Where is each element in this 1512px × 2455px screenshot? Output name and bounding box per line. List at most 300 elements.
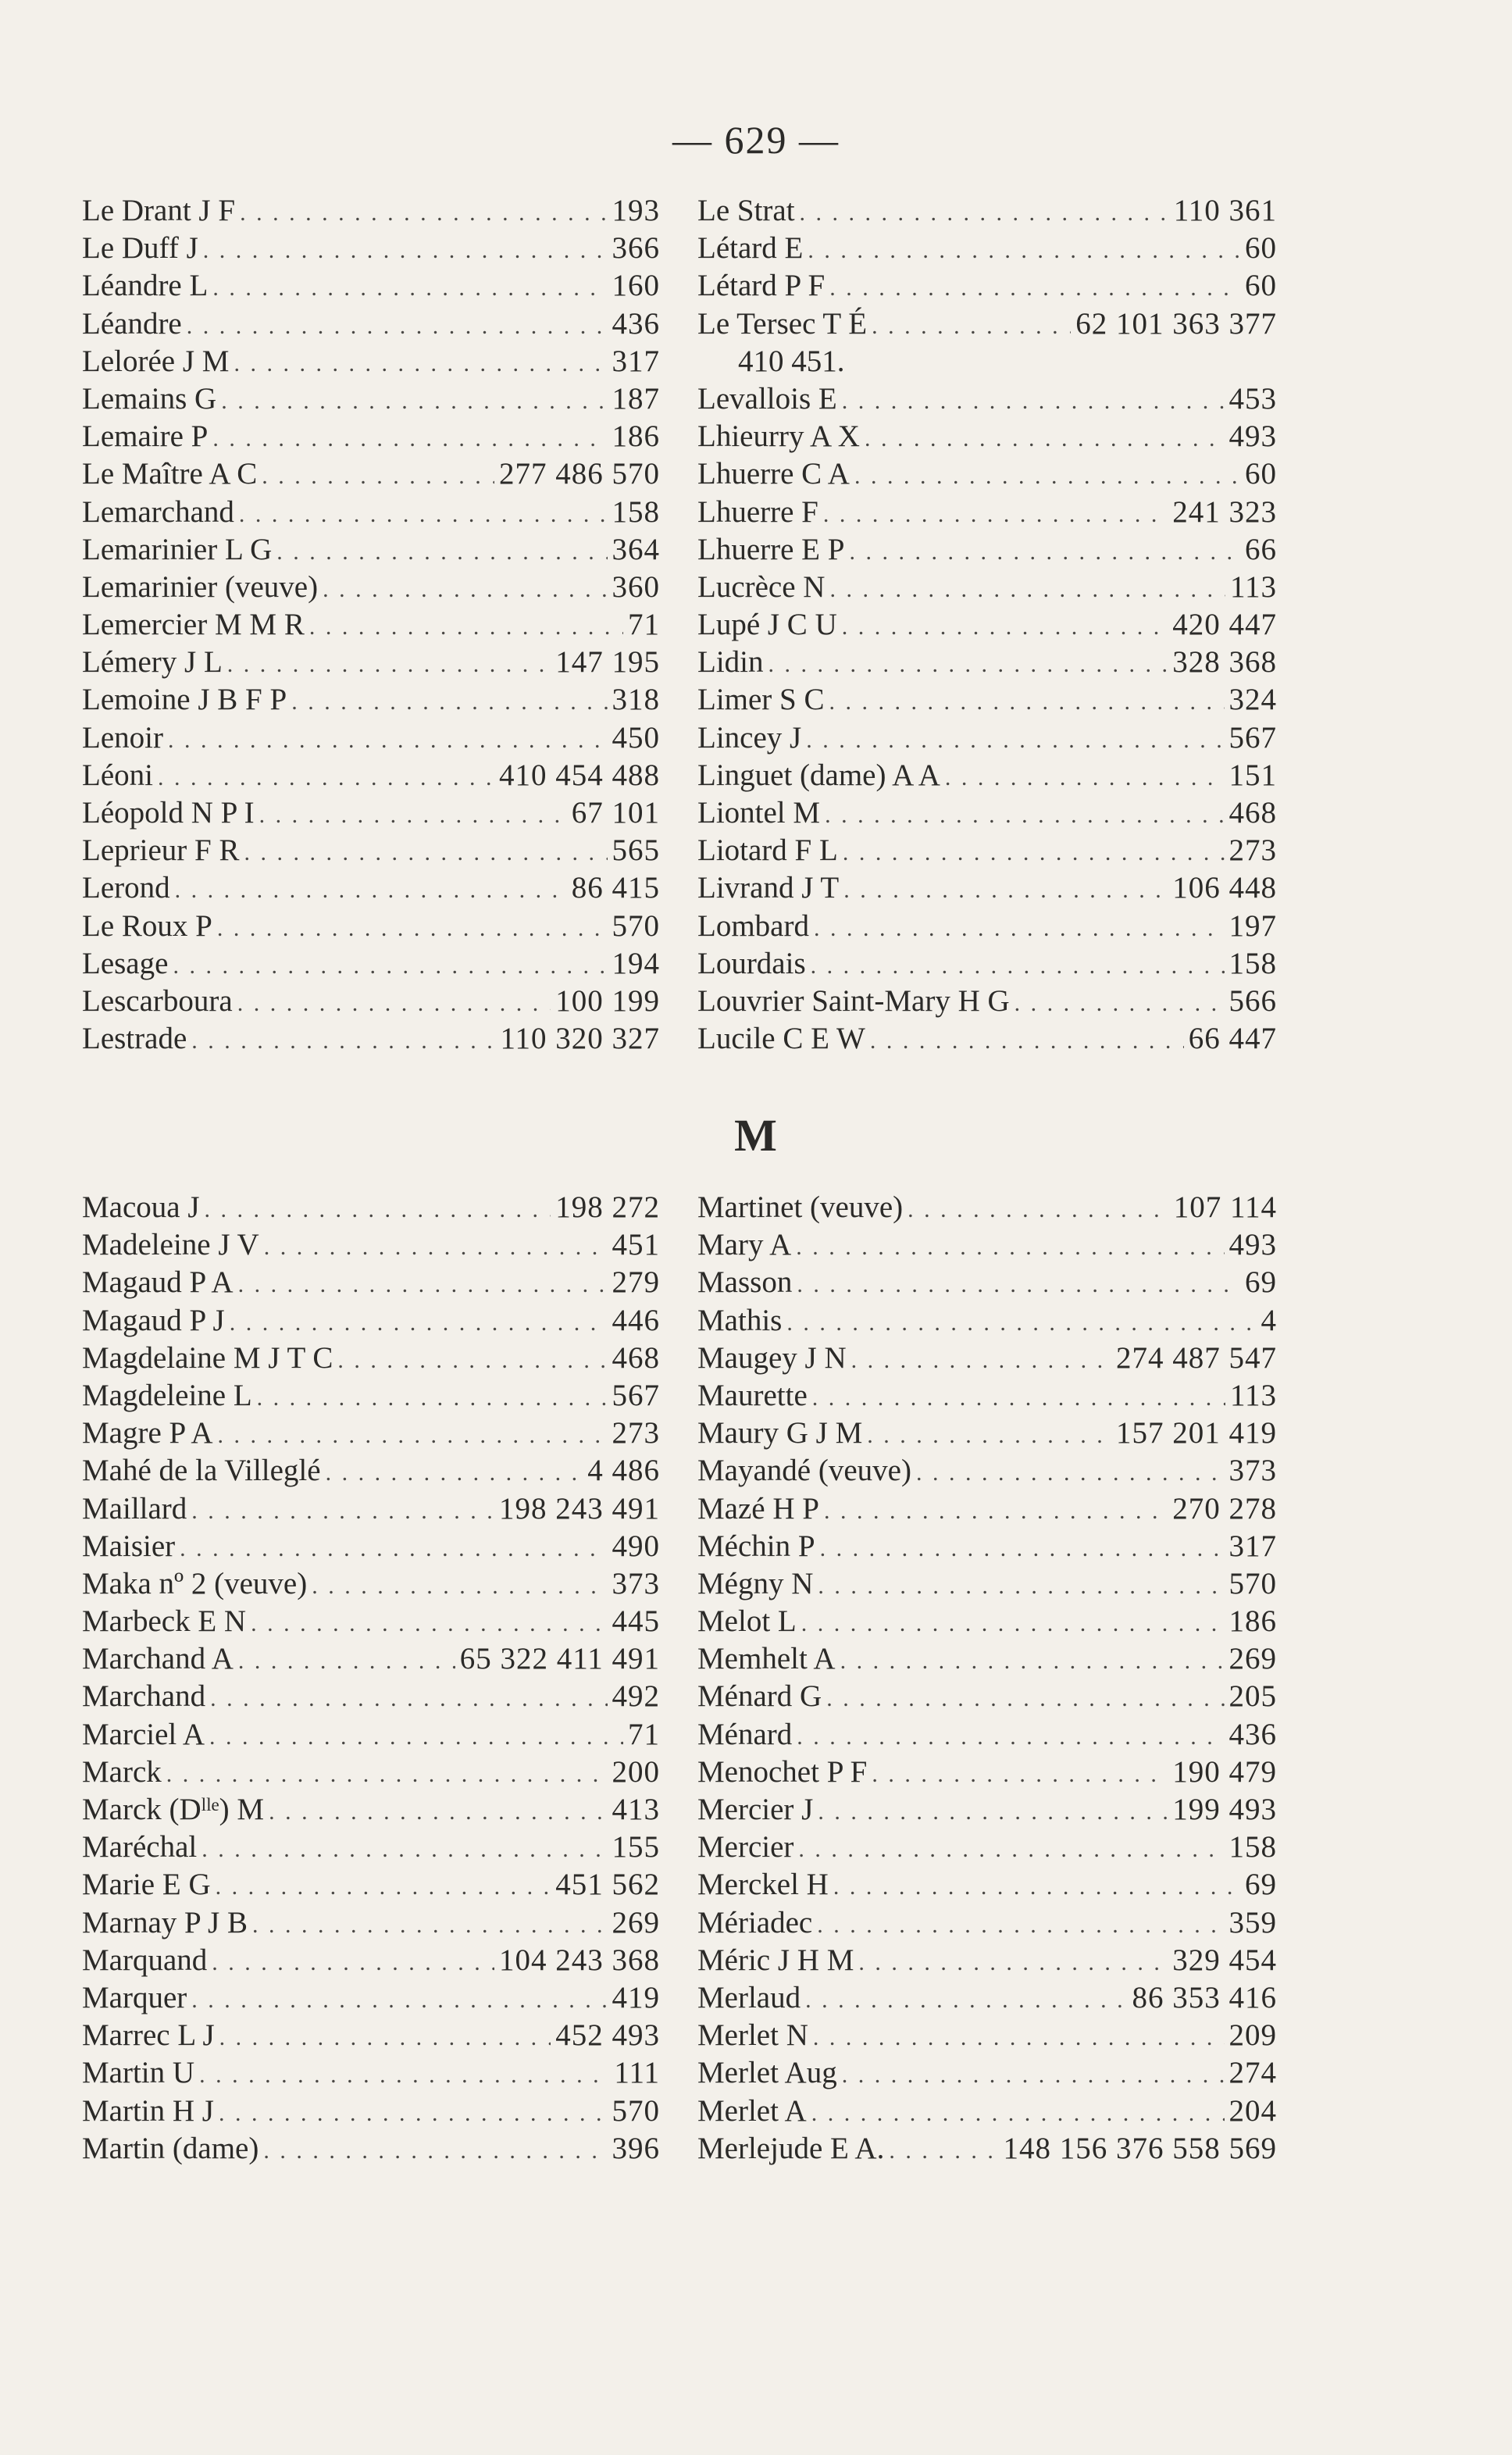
dot-leader [237,985,551,1022]
index-entry [697,1942,1277,1979]
entry-name: Mercier [697,1830,794,1864]
entry-name: Méric J H M [697,1943,854,1977]
entry-page-refs: 446 [612,1303,660,1337]
page-number: — 629 — [672,118,840,162]
index-column-left [82,1189,660,2168]
entry-page-refs: 69 [1245,1265,1277,1300]
dot-leader [818,1568,1224,1605]
index-entry [82,230,660,267]
entry-name: Marquand [82,1943,208,1977]
dot-leader [814,910,1225,947]
dot-leader [210,1680,607,1718]
dot-leader [851,1342,1111,1379]
index-entry [697,1904,1277,1942]
entry-name: Limer S C [697,683,825,717]
dot-leader [218,1417,608,1454]
entry-name: Lincey J [697,720,802,755]
entry-name: Mazé H P [697,1491,819,1525]
entry-name: Merlaud [697,1980,801,2014]
index-entry [697,2130,1277,2168]
index-entry [82,267,660,305]
index-entry [697,1866,1277,1904]
entry-page-refs: 468 [612,1340,660,1375]
index-column-right [697,192,1277,1058]
index-entry [697,908,1277,945]
dot-leader [805,1982,1127,2019]
index-entry [697,455,1277,493]
index-entry [82,869,660,907]
entry-name: Maréchal [82,1830,198,1864]
entry-page-refs: 396 [612,2131,660,2165]
entry-name: Lemoine J B F P [82,683,287,717]
index-entry [697,305,1277,343]
index-entry [697,380,1277,418]
index-entry [697,606,1277,644]
entry-page-refs: 66 447 [1188,1022,1277,1056]
entry-name: Merlet N [697,2018,808,2053]
entry-page-refs: 190 479 [1172,1754,1277,1789]
dot-leader [212,420,607,458]
dot-leader [259,797,567,834]
index-entry [697,1603,1277,1640]
entry-page-refs: 273 [1228,833,1277,868]
dot-leader [166,1756,608,1793]
entry-name: Maury G J M [697,1416,863,1451]
dot-leader [813,2019,1225,2057]
entry-name: Martin (dame) [82,2131,259,2165]
index-entry [82,1942,660,1979]
index-entry [82,494,660,531]
entry-page-refs: 194 [612,946,660,980]
entry-page-refs: 199 493 [1172,1793,1277,1826]
index-entry [697,418,1277,455]
index-entry [82,832,660,869]
dot-leader [798,1831,1224,1868]
entry-page-refs: 451 [612,1228,660,1262]
dot-leader [812,1379,1225,1417]
dot-leader [908,1191,1169,1229]
entry-name: Marck (Dˡˡᵉ) M [82,1793,265,1826]
entry-page-refs: 106 448 [1172,871,1277,905]
section-letter: M [734,1110,778,1161]
dot-leader [842,608,1168,646]
entry-page-refs: 570 [612,2093,660,2128]
entry-name: Martin U [82,2056,195,2090]
entry-page-refs: 86 353 416 [1132,1980,1277,2014]
dot-leader [276,533,607,571]
dot-leader [889,2132,998,2170]
dot-leader [326,1454,583,1492]
entry-page-refs: 198 243 491 [499,1491,660,1525]
entry-name: Le Roux P [82,908,212,943]
entry-page-refs: 62 101 363 377 [1075,306,1277,341]
index-entry [82,1377,660,1415]
entry-page-refs: 197 [1228,908,1277,943]
entry-page-refs: 66 [1245,532,1277,566]
index-entry [82,1226,660,1264]
index-entry [82,1866,660,1904]
dot-leader [175,872,567,909]
entry-name: Masson [697,1265,793,1300]
entry-page-refs: 436 [612,306,660,341]
entry-page-refs: 279 [612,1265,660,1300]
dot-leader [240,194,607,232]
entry-page-refs: 493 [1228,1228,1277,1262]
entry-page-refs: 110 320 327 [500,1022,660,1056]
entry-page-refs: 65 322 411 491 [459,1642,660,1676]
entry-page-refs: 60 [1245,457,1277,491]
index-entry [697,1640,1277,1678]
entry-page-refs: 492 [612,1679,660,1714]
entry-name: Lhieurry A X [697,419,860,454]
entry-page-refs: 565 [612,833,660,868]
entry-page-refs: 4 486 [587,1454,660,1488]
dot-leader [916,1454,1225,1492]
dot-leader [872,308,1071,345]
entry-page-refs: 318 [612,683,660,717]
entry-page-refs: 570 [1228,1566,1277,1600]
index-entry [697,1377,1277,1415]
entry-name: Lestrade [82,1022,187,1056]
index-entry [697,2093,1277,2130]
index-entry [697,1528,1277,1565]
index-entry [697,719,1277,757]
entry-name: Méchin P [697,1529,815,1563]
entry-name: Léoni [82,758,153,792]
dot-leader [191,1493,494,1530]
entry-name: Magaud P A [82,1265,234,1300]
dot-leader [797,1266,1240,1304]
entry-name: Lemaire P [82,419,209,454]
entry-name: Léandre [82,306,182,341]
index-entry [82,1415,660,1452]
dot-leader [768,646,1168,683]
entry-name: Maurette [697,1378,808,1412]
entry-name: Lemarchand [82,494,234,529]
index-entry [697,757,1277,794]
index-entry [82,719,660,757]
entry-page-refs: 274 487 547 [1116,1340,1277,1375]
entry-name: Linguet (dame) A A [697,758,940,792]
entry-name: Magdelaine M J T C [82,1340,333,1375]
dot-leader [843,872,1168,909]
index-entry [82,757,660,794]
entry-page-refs: 147 195 [555,645,660,680]
entry-name: Lémery J L [82,645,223,680]
entry-page-refs: 158 [1228,1830,1277,1864]
entry-name: Léandre L [82,269,209,303]
entry-page-refs: 329 454 [1172,1943,1277,1977]
entry-page-refs: 567 [612,1378,660,1412]
entry-page-refs: 158 [1228,946,1277,980]
index-entry [697,267,1277,305]
entry-name: Le Duff J [82,231,198,266]
index-entry [697,983,1277,1020]
entry-name: Lourdais [697,946,806,980]
entry-page-refs: 453 [1228,381,1277,416]
entry-page-refs: 420 447 [1172,608,1277,642]
entry-page-refs: 241 323 [1172,494,1277,529]
entry-name: Magdeleine L [82,1378,252,1412]
entry-page-refs: 157 201 419 [1116,1416,1277,1451]
dot-leader [209,1718,623,1756]
index-entry [82,418,660,455]
index-entry [82,2054,660,2092]
index-entry [82,908,660,945]
index-entry [82,1264,660,1301]
entry-page-refs: 451 562 [555,1868,660,1902]
entry-name: Merlet A [697,2093,807,2128]
entry-name: Marchand [82,1679,206,1714]
index-entry [697,1565,1277,1603]
entry-name: Martinet (veuve) [697,1190,904,1224]
entry-name: Melot L [697,1604,797,1639]
dot-leader [870,1022,1184,1060]
index-entry [82,1754,660,1791]
dot-leader [191,1022,495,1060]
entry-name: Merlet Aug [697,2056,837,2090]
entry-name: 410 451. [738,344,845,378]
dot-leader [238,1266,608,1304]
entry-name: Lemercier M M R [82,608,305,642]
index-entry [82,531,660,569]
dot-leader [291,683,607,721]
entry-page-refs: 452 493 [555,2018,660,2053]
entry-page-refs: 111 [614,2056,660,2090]
entry-name: Livrand J T [697,871,840,905]
entry-page-refs: 274 [1228,2056,1277,2090]
index-entry [82,1640,660,1678]
index-entry [82,2130,660,2168]
dot-leader [337,1342,607,1379]
entry-page-refs: 69 [1245,1868,1277,1902]
dot-leader [263,2132,607,2170]
dot-leader [945,759,1225,797]
entry-page-refs: 317 [1228,1529,1277,1563]
entry-page-refs: 373 [612,1566,660,1600]
entry-page-refs: 148 156 376 558 569 [1003,2131,1277,2165]
dot-leader [205,1191,551,1229]
index-entry [697,343,1277,380]
entry-page-refs: 67 101 [571,796,660,830]
dot-leader [829,571,1225,608]
entry-page-refs: 468 [1228,796,1277,830]
dot-leader [865,420,1225,458]
entry-name: Magre P A [82,1416,213,1451]
index-entry [697,1979,1277,2017]
entry-name: Macoua J [82,1190,200,1224]
entry-name: Marciel A [82,1717,205,1751]
dot-leader [212,1944,494,1982]
entry-page-refs: 186 [612,419,660,454]
index-column-left [82,192,660,1058]
dot-leader [842,2057,1225,2094]
index-entry [697,192,1277,230]
entry-page-refs: 198 272 [555,1190,660,1224]
dot-leader [238,1643,455,1680]
entry-name: Mahé de la Villeglé [82,1454,321,1488]
entry-name: Le Strat [697,194,795,227]
entry-page-refs: 450 [612,720,660,755]
index-column-right [697,1189,1277,2168]
entry-name: Lombard [697,908,809,943]
index-entry [82,644,660,681]
entry-page-refs: 277 486 570 [499,457,660,491]
dot-leader [203,232,608,269]
dot-leader [829,269,1240,307]
entry-name: Lhuerre F [697,494,818,529]
dot-leader [180,1530,607,1568]
entry-name: Lidin [697,645,764,680]
dot-leader [811,2095,1225,2132]
index-entry [82,1979,660,2017]
entry-name: Mayandé (veuve) [697,1454,911,1488]
dot-leader [818,1793,1168,1831]
index-entry [82,945,660,983]
entry-page-refs: 60 [1245,269,1277,303]
entry-page-refs: 419 [612,1980,660,2014]
dot-leader [824,1493,1168,1530]
index-entry [82,380,660,418]
entry-page-refs: 110 361 [1173,194,1277,227]
entry-name: Lescarboura [82,983,233,1018]
entry-name: Merckel H [697,1868,829,1902]
entry-name: Louvrier Saint-Mary H G [697,983,1010,1018]
index-entry [82,681,660,719]
index-entry [82,1603,660,1640]
entry-name: Lupé J C U [697,608,837,642]
index-entry [82,569,660,606]
entry-name: Marck [82,1754,162,1789]
entry-name: Ménard G [697,1679,822,1714]
entry-page-refs: 270 278 [1172,1491,1277,1525]
dot-leader [251,1605,607,1643]
dot-leader [158,759,494,797]
entry-page-refs: 360 [612,569,660,604]
entry-name: Lucrèce N [697,569,826,604]
entry-name: Maugey J N [697,1340,847,1375]
dot-leader [854,458,1240,495]
dot-leader [239,496,608,533]
entry-page-refs: 566 [1228,983,1277,1018]
index-entry [697,1791,1277,1829]
dot-leader [858,1944,1168,1982]
index-entry [82,455,660,493]
dot-leader [825,797,1224,834]
dot-leader [811,947,1225,985]
entry-page-refs: 204 [1228,2093,1277,2128]
entry-name: Létard E [697,231,804,266]
entry-page-refs: 445 [612,1604,660,1639]
entry-name: Mériadec [697,1905,813,1939]
entry-page-refs: 151 [1228,758,1277,792]
entry-page-refs: 60 [1245,231,1277,266]
entry-page-refs: 373 [1228,1454,1277,1488]
dot-leader [849,533,1240,571]
dot-leader [796,1229,1224,1266]
entry-name: Liotard F L [697,833,838,868]
index-entry [82,192,660,230]
dot-leader [843,834,1225,872]
entry-name: Marquer [82,1980,187,2014]
dot-leader [823,496,1168,533]
entry-page-refs: 193 [612,194,660,227]
dot-leader [840,1643,1225,1680]
index-entry [82,983,660,1020]
entry-page-refs: 317 [612,344,660,378]
entry-page-refs: 186 [1228,1604,1277,1639]
index-entry [697,531,1277,569]
index-entry [697,2017,1277,2054]
index-entry [697,2054,1277,2092]
index-entry [697,1490,1277,1528]
dot-leader [1015,985,1225,1022]
index-entry [82,1020,660,1058]
index-entry [697,1678,1277,1715]
dot-leader [173,947,607,985]
entry-page-refs: 4 [1261,1303,1277,1337]
index-entry [697,1340,1277,1377]
entry-page-refs: 113 [1229,1378,1277,1412]
index-entry [697,1754,1277,1791]
entry-page-refs: 436 [1228,1717,1277,1751]
dot-leader [872,1756,1168,1793]
index-entry [697,1189,1277,1226]
entry-name: Memhelt A [697,1642,836,1676]
dot-leader [257,1379,608,1417]
entry-name: Le Tersec T É [697,306,868,341]
dot-leader [808,232,1240,269]
entry-name: Liontel M [697,796,821,830]
entry-name: Lemarinier (veuve) [82,569,319,604]
entry-name: Le Maître A C [82,457,258,491]
index-entry [82,794,660,832]
index-entry [82,1791,660,1829]
dot-leader [817,1907,1224,1944]
dot-leader [269,1793,607,1831]
dot-leader [829,683,1225,721]
index-entry [697,1452,1277,1490]
index-entry [82,1716,660,1754]
entry-page-refs: 71 [628,1717,660,1751]
index-entry [697,1716,1277,1754]
dot-leader [221,383,607,420]
index-entry [697,869,1277,907]
index-entry [82,2093,660,2130]
entry-name: Levallois E [697,381,837,416]
entry-name: Létard P F [697,269,826,303]
entry-name: Le Drant J F [82,194,236,227]
dot-leader [187,308,608,345]
entry-name: Magaud P J [82,1303,225,1337]
dot-leader [201,1831,607,1868]
index-entry [82,1829,660,1866]
entry-name: Ménard [697,1717,793,1751]
index-entry [697,794,1277,832]
entry-name: Marrec L J [82,2018,215,2053]
entry-page-refs: 413 [612,1793,660,1826]
dot-leader [309,608,623,646]
index-entry [82,305,660,343]
dot-leader [820,1530,1225,1568]
entry-name: Mégny N [697,1566,814,1600]
dot-leader [312,1568,607,1605]
entry-page-refs: 205 [1228,1679,1277,1714]
entry-name: Lenoir [82,720,163,755]
entry-name: Lelorée J M [82,344,230,378]
dot-leader [252,1907,608,1944]
entry-page-refs: 113 [1229,569,1277,604]
